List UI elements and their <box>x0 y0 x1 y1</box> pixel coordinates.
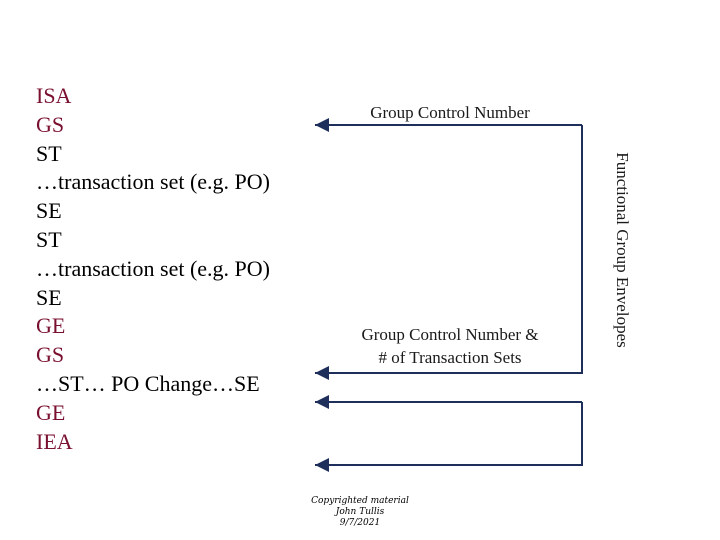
functional-group-envelopes-label: Functional Group Envelopes <box>613 152 632 348</box>
group-control-number-label: Group Control Number <box>370 103 530 122</box>
segment-line: ST <box>36 226 62 252</box>
copyright-notice: Copyrighted material John Tullis 9/7/2021 <box>311 496 409 528</box>
segment-line: SE <box>36 198 62 224</box>
segment-line: SE <box>36 284 62 310</box>
segment-line: ISA <box>36 83 72 108</box>
segment-line: ST <box>36 140 62 166</box>
group-control-number-count-label: Group Control Number & # of Transaction Sets <box>361 325 539 367</box>
segment-line: …transaction set (e.g. PO) <box>36 169 270 195</box>
group-envelope-bracket-1 <box>315 125 582 373</box>
segment-line: IEA <box>36 428 73 454</box>
segment-line: GS <box>36 342 65 368</box>
segment-line: GE <box>36 313 66 339</box>
group-envelope-bracket-2 <box>315 402 582 465</box>
segment-line: …ST… PO Change…SE <box>36 370 260 396</box>
segment-line: GE <box>36 399 66 425</box>
segment-line: …transaction set (e.g. PO) <box>36 255 270 281</box>
segment-line: GS <box>36 111 65 137</box>
